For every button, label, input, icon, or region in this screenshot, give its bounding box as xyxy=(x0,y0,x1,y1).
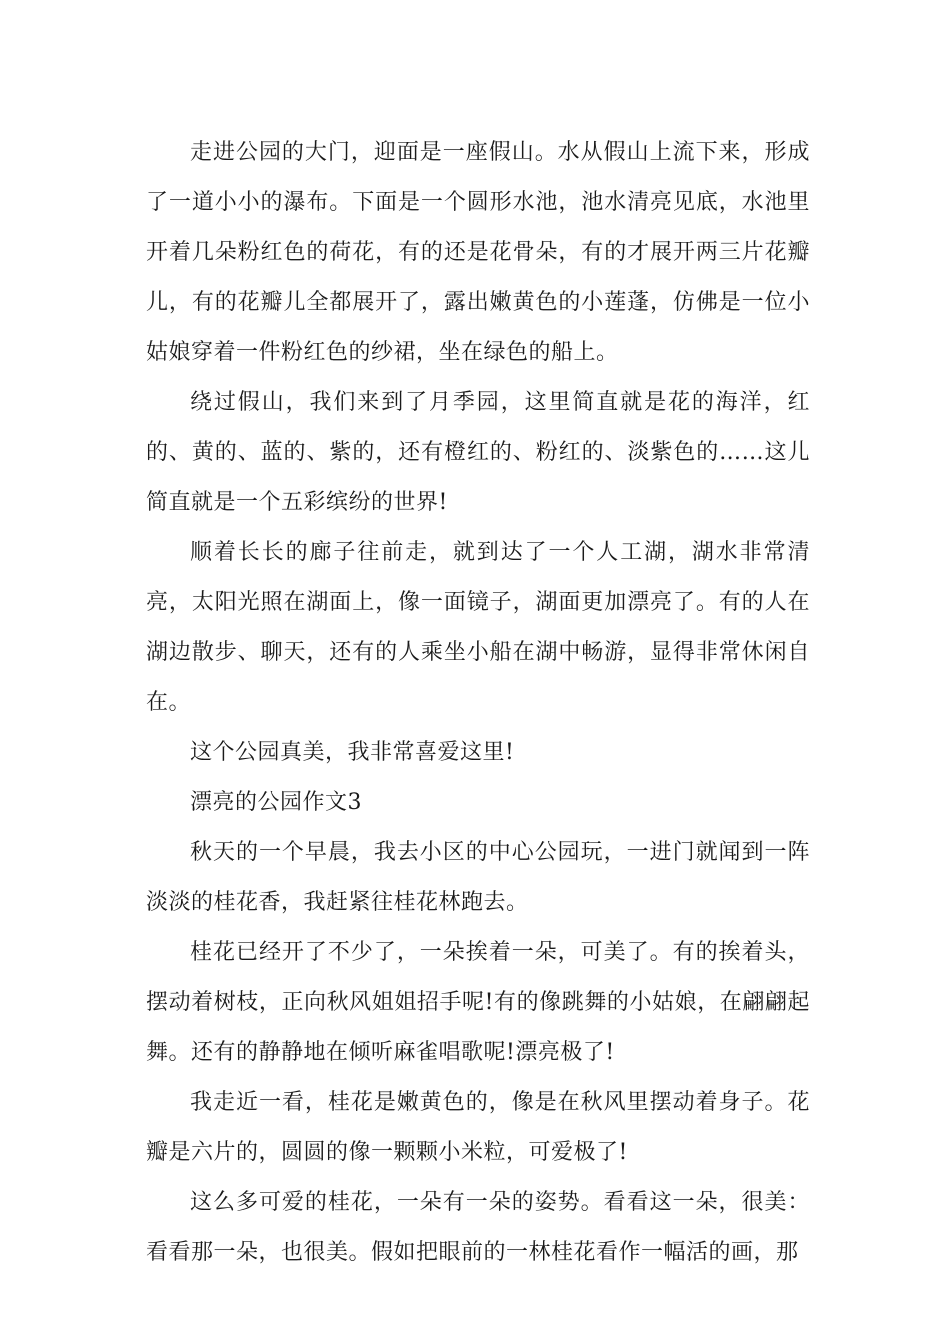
essay-heading: 漂亮的公园作文3 xyxy=(190,790,362,815)
paragraph-osmanthus-poses: 这么多可爱的桂花，一朵有一朵的姿势。看看这一朵，很美：看看那一朵，也很美。假如把眼前的一林桂花看作一幅活的画，那 xyxy=(146,1190,810,1265)
paragraph-autumn-morning: 秋天的一个早晨，我去小区的中心公园玩，一进门就闻到一阵淡淡的桂花香，我赶紧往桂花林跑去。 xyxy=(146,840,810,915)
paragraph-osmanthus-closeup: 我走近一看，桂花是嫩黄色的，像是在秋风里摆动着身子。花瓣是六片的，圆圆的像一颗颗小米粒，可爱极了! xyxy=(146,1090,810,1165)
paragraph-osmanthus-bloom: 桂花已经开了不少了，一朵挨着一朵，可美了。有的挨着头，摆动着树枝，正向秋风姐姐招手呢!有的像跳舞的小姑娘，在翩翩起舞。还有的静静地在倾听麻雀唱歌呢!漂亮极了! xyxy=(146,940,810,1065)
paragraph-closing: 这个公园真美，我非常喜爱这里! xyxy=(190,740,515,765)
paragraph-rose-garden: 绕过假山，我们来到了月季园，这里简直就是花的海洋，红的、黄的、蓝的、紫的，还有橙红的、粉红的、淡紫色的……这儿简直就是一个五彩缤纷的世界! xyxy=(146,390,810,515)
paragraph-rockery: 走进公园的大门，迎面是一座假山。水从假山上流下来，形成了一道小小的瀑布。下面是一个圆形水池，池水清亮见底，水池里开着几朵粉红色的荷花，有的还是花骨朵，有的才展开两三片花瓣儿，有的花瓣儿全都展开了，露出嫩黄色的小莲蓬，仿佛是一位小姑娘穿着一件粉红色的纱裙，坐在绿色的船上。 xyxy=(146,140,810,365)
paragraph-lake: 顺着长长的廊子往前走，就到达了一个人工湖，湖水非常清亮，太阳光照在湖面上，像一面镜子，湖面更加漂亮了。有的人在湖边散步、聊天，还有的人乘坐小船在湖中畅游，显得非常休闲自在。 xyxy=(146,540,810,715)
